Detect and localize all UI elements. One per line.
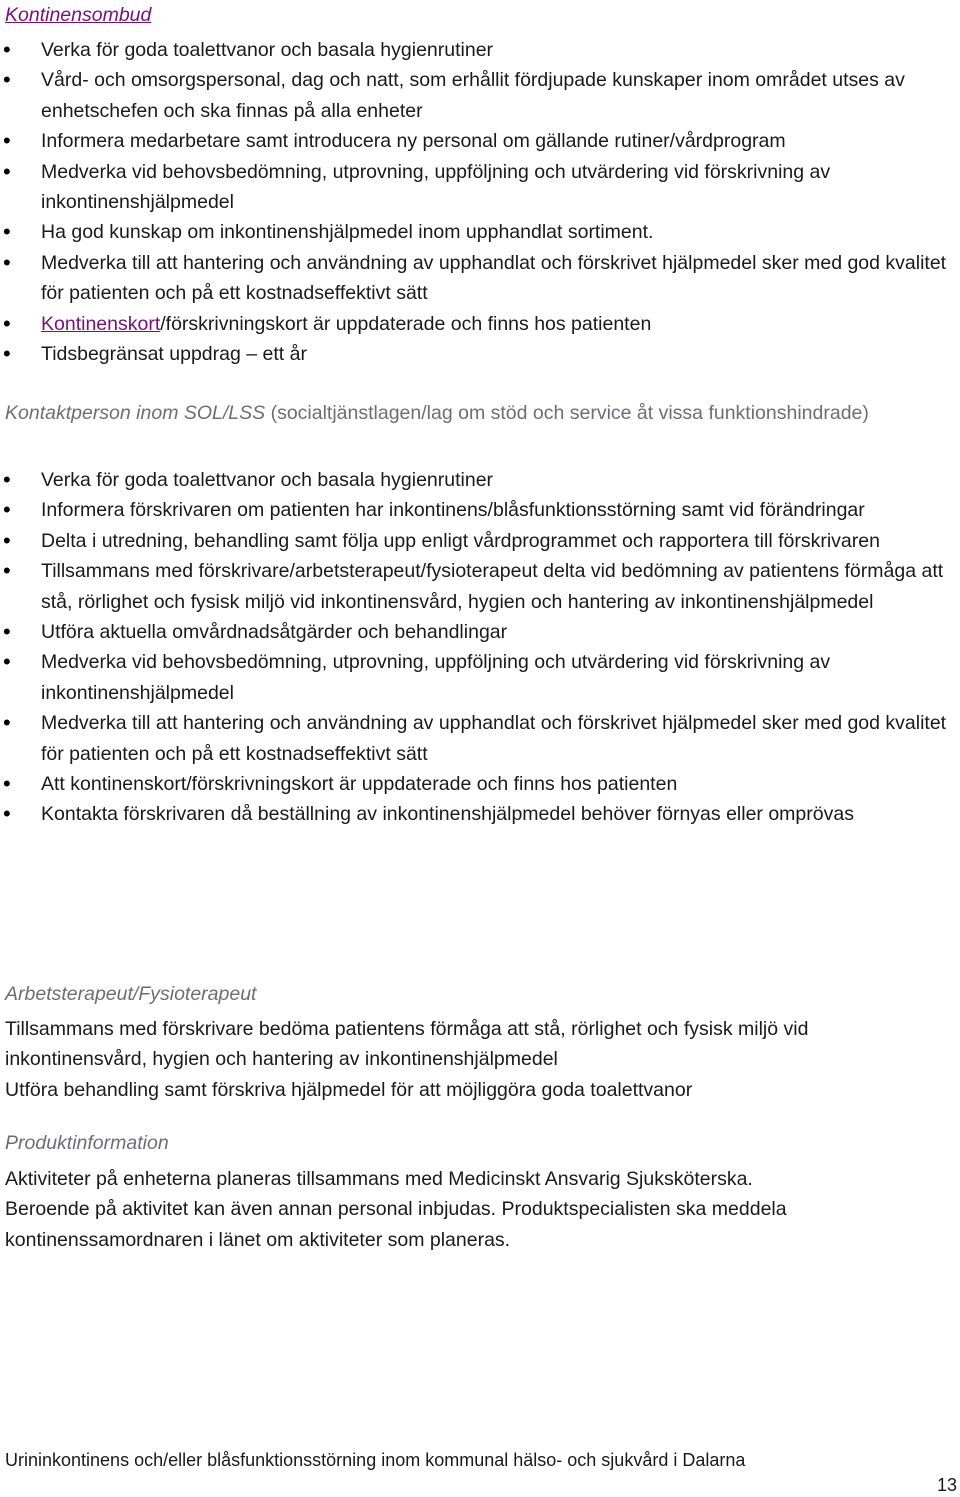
list-item: • Tillsammans med förskrivare/arbetsterapeut/fysioterapeut delta vid bedömning av patientens förmåga att stå, rörlighet och fysisk miljö vid inkontinensvård, hygien och hantering av inkontinenshjälpmedel xyxy=(0,556,955,617)
section-heading-produktinformation: Produktinformation xyxy=(5,1132,169,1154)
paragraph-line: Utföra behandling samt förskriva hjälpmedel för att möjliggöra goda toalettvanor xyxy=(5,1078,693,1101)
section-heading-kontinensombud: Kontinensombud xyxy=(5,4,152,26)
list-item: • Tidsbegränsat uppdrag – ett år xyxy=(0,339,955,369)
kontinensombud-list xyxy=(0,35,955,369)
list-item: • Verka för goda toalettvanor och basala hygienrutiner xyxy=(0,465,955,495)
kontaktperson-title: Kontaktperson inom SOL/LSS xyxy=(5,402,266,424)
list-item: • Informera förskrivaren om patienten har inkontinens/blåsfunktionsstörning samt vid förändringar xyxy=(0,495,955,525)
page-number: 13 xyxy=(936,1475,957,1495)
list-item: • Medverka vid behovsbedömning, utprovning, uppföljning och utvärdering vid förskrivning av inkontinenshjälpmedel xyxy=(0,647,955,708)
kontaktperson-subtitle: (socialtjänstlagen/lag om stöd och service åt vissa funktionshindrade) xyxy=(265,402,869,424)
list-item: • Kontakta förskrivaren då beställning av inkontinenshjälpmedel behöver förnyas eller omprövas xyxy=(0,799,955,829)
list-item-text: /förskrivningskort är uppdaterade och finns hos patienten xyxy=(160,312,652,335)
section-heading-arbetsterapeut: Arbetsterapeut/Fysioterapeut xyxy=(5,983,257,1005)
list-item: • Verka för goda toalettvanor och basala hygienrutiner xyxy=(0,35,955,65)
paragraph-line: Aktiviteter på enheterna planeras tillsammans med Medicinskt Ansvarig Sjuksköterska. xyxy=(5,1168,753,1190)
list-item: • Ha god kunskap om inkontinenshjälpmedel inom upphandlat sortiment. xyxy=(0,217,955,247)
produktinformation-text xyxy=(5,1164,955,1255)
list-item: • Medverka till att hantering och användning av upphandlat och förskrivet hjälpmedel sker med god kvalitet för patienten och på ett kostnadseffektivt sätt xyxy=(0,248,955,309)
kontaktperson-list xyxy=(0,465,955,830)
list-item: • Att kontinenskort/förskrivningskort är uppdaterade och finns hos patienten xyxy=(0,769,955,799)
paragraph-line: Tillsammans med förskrivare bedöma patientens förmåga att stå, rörlighet och fysisk miljö vid inkontinensvård, hygien och hantering av inkontinenshjälpmedel xyxy=(5,1018,809,1071)
page-footer: Urininkontinens och/eller blåsfunktionsstörning inom kommunal hälso- och sjukvård i Dalarna xyxy=(5,1450,746,1470)
section-heading-kontaktperson xyxy=(5,398,955,428)
list-item: • Medverka till att hantering och användning av upphandlat och förskrivet hjälpmedel sker med god kvalitet för patienten och på ett kostnadseffektivt sätt xyxy=(0,708,955,769)
list-item xyxy=(0,309,955,339)
paragraph-line: Beroende på aktivitet kan även annan personal inbjudas. Produktspecialisten ska meddela kontinenssamordnaren i länet om aktiviteter som planeras. xyxy=(5,1198,787,1251)
list-item: • Vård- och omsorgspersonal, dag och natt, som erhållit fördjupade kunskaper inom området utses av enhetschefen och ska finnas på alla enheter xyxy=(0,65,955,126)
kontinenskort-link[interactable]: Kontinenskort xyxy=(41,312,161,335)
list-item: • Medverka vid behovsbedömning, utprovning, uppföljning och utvärdering vid förskrivning av inkontinenshjälpmedel xyxy=(0,157,955,218)
arbetsterapeut-text xyxy=(5,1014,955,1105)
list-item: • Utföra aktuella omvårdnadsåtgärder och behandlingar xyxy=(0,617,955,647)
list-item: • Delta i utredning, behandling samt följa upp enligt vårdprogrammet och rapportera till förskrivaren xyxy=(0,526,955,556)
list-item: • Informera medarbetare samt introducera ny personal om gällande rutiner/vårdprogram xyxy=(0,126,955,156)
